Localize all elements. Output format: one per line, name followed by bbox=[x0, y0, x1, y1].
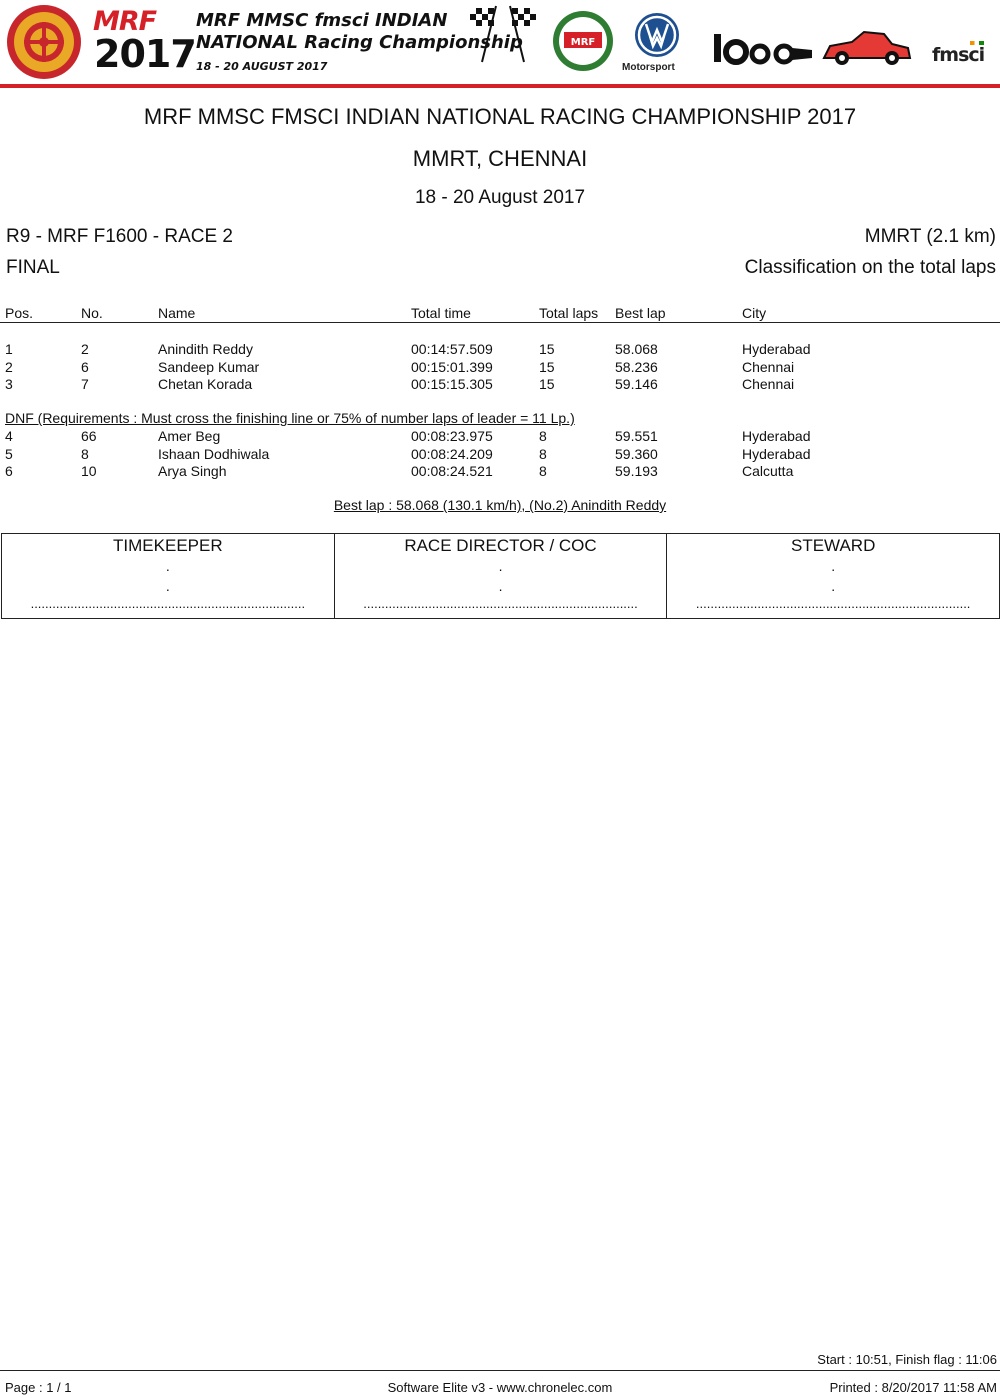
cell-name: Chetan Korada bbox=[158, 376, 253, 392]
cell-name: Amer Beg bbox=[158, 428, 221, 444]
cell-best-lap: 59.551 bbox=[615, 428, 658, 444]
signature-dot: . bbox=[498, 558, 503, 574]
cell-best-lap: 58.236 bbox=[615, 359, 658, 375]
cell-city: Calcutta bbox=[742, 463, 794, 479]
page-title: MRF MMSC FMSCI INDIAN NATIONAL RACING CHAMPIONSHIP 2017 bbox=[143, 104, 857, 129]
cell-no: 7 bbox=[81, 376, 89, 392]
cell-city: Hyderabad bbox=[742, 446, 811, 462]
mrf-wordmark: MRF bbox=[93, 6, 157, 37]
signature-box bbox=[1, 533, 1000, 619]
table-row bbox=[0, 376, 1000, 393]
cell-total-time: 00:08:24.209 bbox=[411, 446, 493, 462]
cell-best-lap: 59.360 bbox=[615, 446, 658, 462]
race-name: R9 - MRF F1600 - RACE 2 bbox=[6, 226, 233, 247]
col-header-no: No. bbox=[81, 305, 103, 321]
cell-total-laps: 8 bbox=[539, 463, 547, 479]
signature-label: TIMEKEEPER bbox=[113, 536, 223, 555]
cell-best-lap: 59.193 bbox=[615, 463, 658, 479]
cell-total-time: 00:14:57.509 bbox=[411, 341, 493, 357]
cell-no: 8 bbox=[81, 446, 89, 462]
mrf-racing-logo bbox=[552, 10, 614, 72]
f1600-logo bbox=[712, 28, 816, 68]
cell-no: 2 bbox=[81, 341, 89, 357]
table-row bbox=[0, 341, 1000, 358]
start-finish-times: Start : 10:51, Finish flag : 11:06 bbox=[817, 1352, 997, 1367]
col-header-best-lap: Best lap bbox=[615, 305, 666, 321]
banner-divider bbox=[0, 84, 1000, 88]
software-credit: Software Elite v3 - www.chronelec.com bbox=[387, 1380, 613, 1395]
table-header-divider bbox=[0, 322, 1000, 323]
signature-dot: . bbox=[831, 578, 836, 594]
signature-dot: . bbox=[165, 558, 170, 574]
cell-pos: 2 bbox=[5, 359, 13, 375]
table-row bbox=[0, 463, 1000, 480]
printed-timestamp: Printed : 8/20/2017 11:58 AM bbox=[829, 1380, 997, 1395]
signature-label: STEWARD bbox=[790, 536, 876, 555]
header-banner bbox=[0, 0, 1000, 90]
signature-dot: . bbox=[498, 578, 503, 594]
cell-total-laps: 15 bbox=[539, 376, 555, 392]
cell-best-lap: 58.068 bbox=[615, 341, 658, 357]
table-row bbox=[0, 428, 1000, 445]
banner-title-line2: NATIONAL Racing Championship bbox=[196, 32, 523, 53]
cell-total-time: 00:08:24.521 bbox=[411, 463, 493, 479]
cell-name: Arya Singh bbox=[158, 463, 227, 479]
col-header-total-laps: Total laps bbox=[539, 305, 599, 321]
cell-total-time: 00:15:01.399 bbox=[411, 359, 493, 375]
signature-line: ............................................................................ bbox=[363, 596, 638, 611]
banner-title-line1: MRF MMSC fmsci INDIAN bbox=[196, 10, 448, 31]
event-dates: 18 - 20 August 2017 bbox=[414, 187, 586, 208]
cell-city: Hyderabad bbox=[742, 428, 811, 444]
cell-no: 10 bbox=[81, 463, 97, 479]
cell-total-time: 00:15:15.305 bbox=[411, 376, 493, 392]
table-row bbox=[0, 446, 1000, 463]
signature-line: ............................................................................ bbox=[695, 596, 971, 611]
col-header-total-time: Total time bbox=[411, 305, 471, 321]
signature-steward bbox=[667, 534, 999, 618]
cell-name: Anindith Reddy bbox=[158, 341, 253, 357]
cell-city: Hyderabad bbox=[742, 341, 811, 357]
signature-label: RACE DIRECTOR / COC bbox=[404, 536, 597, 555]
cell-total-laps: 8 bbox=[539, 446, 547, 462]
banner-year: 2017 bbox=[94, 32, 196, 76]
cell-name: Ishaan Dodhiwala bbox=[158, 446, 270, 462]
classification-type: Classification on the total laps bbox=[744, 257, 996, 278]
vw-logo bbox=[634, 12, 680, 58]
page-number: Page : 1 / 1 bbox=[5, 1380, 72, 1395]
cell-pos: 5 bbox=[5, 446, 13, 462]
checkered-flags-icon bbox=[462, 4, 544, 64]
circuit-length: MMRT (2.1 km) bbox=[864, 226, 996, 247]
cell-pos: 1 bbox=[5, 341, 13, 357]
cell-name: Sandeep Kumar bbox=[158, 359, 260, 375]
signature-race-director bbox=[335, 534, 668, 618]
race-car-logo bbox=[822, 28, 912, 68]
fmsci-logo: fmsci bbox=[932, 44, 985, 66]
venue: MMRT, CHENNAI bbox=[412, 146, 588, 171]
col-header-city: City bbox=[742, 305, 767, 321]
signature-line: ............................................................................ bbox=[30, 596, 306, 611]
cell-city: Chennai bbox=[742, 359, 795, 375]
cell-pos: 3 bbox=[5, 376, 13, 392]
table-row bbox=[0, 359, 1000, 376]
cell-no: 66 bbox=[81, 428, 97, 444]
cell-no: 6 bbox=[81, 359, 89, 375]
cell-pos: 6 bbox=[5, 463, 13, 479]
mmsc-logo bbox=[6, 4, 82, 80]
vw-motorsport-label: Motorsport bbox=[622, 62, 675, 73]
svg-text:MRF: MRF bbox=[570, 37, 596, 48]
banner-dates: 18 - 20 AUGUST 2017 bbox=[196, 60, 328, 73]
cell-total-laps: 15 bbox=[539, 341, 555, 357]
best-lap-summary: Best lap : 58.068 (130.1 km/h), (No.2) Anindith Reddy bbox=[333, 497, 667, 513]
signature-dot: . bbox=[165, 578, 170, 594]
col-header-name: Name bbox=[158, 305, 196, 321]
signature-dot: . bbox=[831, 558, 836, 574]
cell-total-laps: 15 bbox=[539, 359, 555, 375]
signature-timekeeper bbox=[2, 534, 335, 618]
dnf-requirements-note: DNF (Requirements : Must cross the finishing line or 75% of number laps of leader = 11 Lp.) bbox=[5, 410, 575, 426]
cell-best-lap: 59.146 bbox=[615, 376, 658, 392]
cell-city: Chennai bbox=[742, 376, 795, 392]
cell-total-time: 00:08:23.975 bbox=[411, 428, 493, 444]
cell-pos: 4 bbox=[5, 428, 13, 444]
col-header-pos: Pos. bbox=[5, 305, 34, 321]
cell-total-laps: 8 bbox=[539, 428, 547, 444]
footer-divider bbox=[0, 1370, 1000, 1371]
result-status: FINAL bbox=[6, 257, 60, 278]
